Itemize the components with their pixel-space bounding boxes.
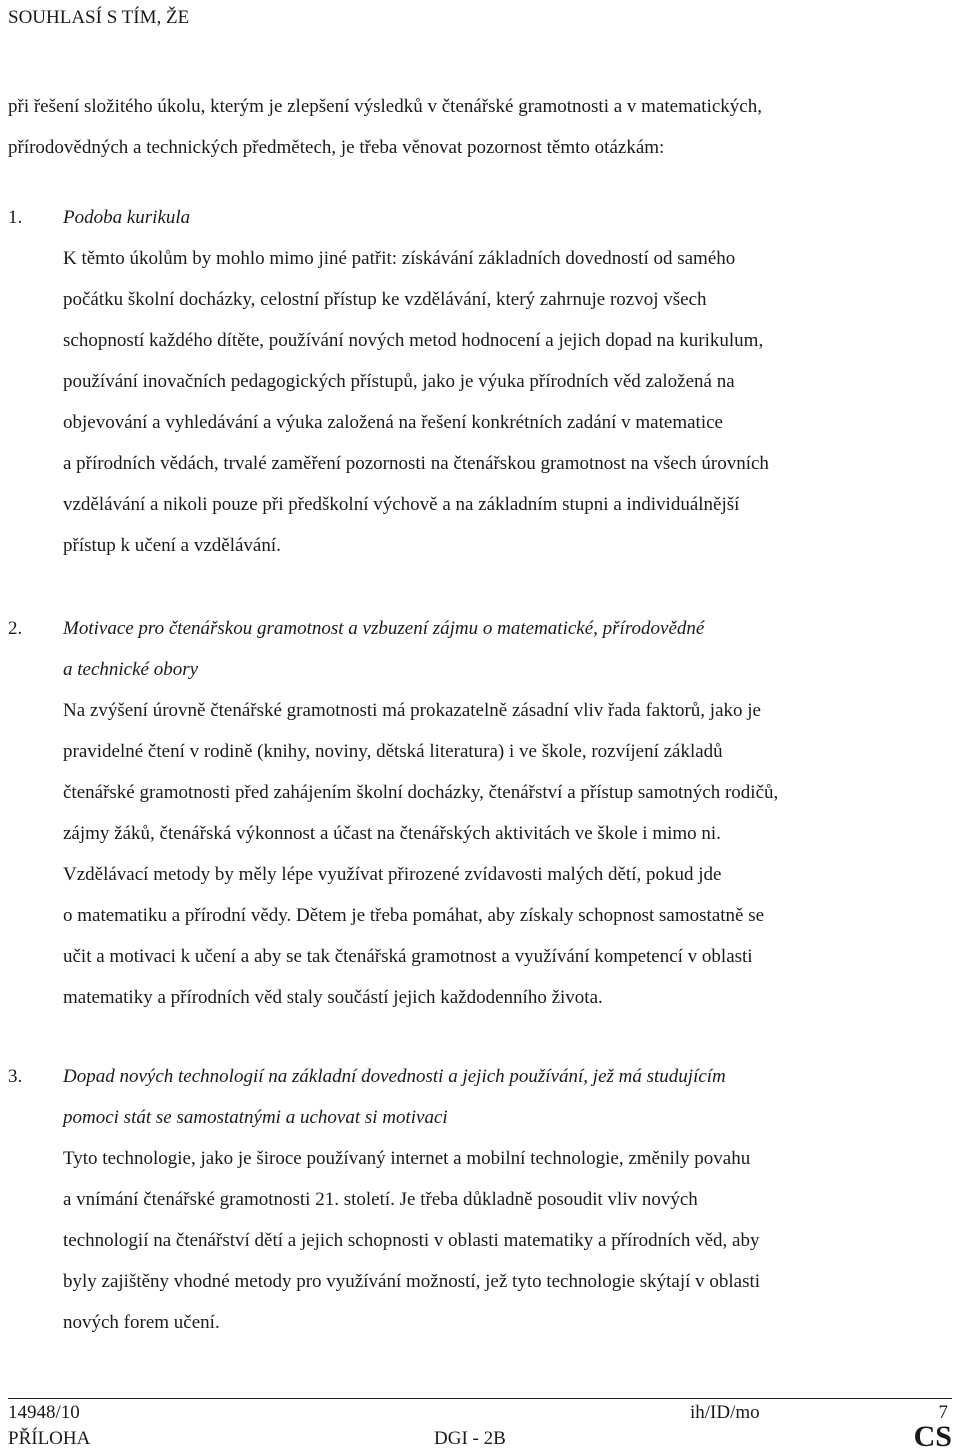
section-heading: a technické obory bbox=[63, 659, 199, 680]
body-line: pravidelné čtení v rodině (knihy, noviny, dětská literatura) i ve škole, rozvíjení základů bbox=[63, 741, 723, 762]
section-heading: Dopad nových technologií na základní dovednosti a jejich používání, jež má studujícím bbox=[63, 1066, 726, 1087]
body-line: zájmy žáků, čtenářská výkonnost a účast na čtenářských aktivitách ve škole i mimo ni. bbox=[63, 823, 721, 844]
section-heading: Motivace pro čtenářskou gramotnost a vzbuzení zájmu o matematické, přírodovědné bbox=[63, 618, 705, 639]
page-number: 7 bbox=[938, 1402, 948, 1423]
section-number: 3. bbox=[8, 1066, 23, 1087]
body-line: počátku školní docházky, celostní přístup ke vzdělávání, který zahrnuje rozvoj všech bbox=[63, 289, 707, 310]
directorate-code: DGI - 2B bbox=[434, 1428, 506, 1449]
body-line: technologií na čtenářství dětí a jejich schopnosti v oblasti matematiky a přírodních věd, aby bbox=[63, 1230, 760, 1251]
body-line: Na zvýšení úrovně čtenářské gramotnosti má prokazatelně zásadní vliv řada faktorů, jako je bbox=[63, 700, 761, 721]
author-initials: ih/ID/mo bbox=[690, 1402, 760, 1423]
body-line: objevování a vyhledávání a výuka založená na řešení konkrétních zadání v matematice bbox=[63, 412, 723, 433]
body-line: Tyto technologie, jako je široce používaný internet a mobilní technologie, změnily povahu bbox=[63, 1148, 751, 1169]
body-line: Vzdělávací metody by měly lépe využívat přirozené zvídavosti malých dětí, pokud jde bbox=[63, 864, 722, 885]
body-line: byly zajištěny vhodné metody pro využívání možností, jež tyto technologie skýtají v oblasti bbox=[63, 1271, 761, 1292]
annex-label: PŘÍLOHA bbox=[8, 1428, 91, 1449]
body-line: nových forem učení. bbox=[63, 1312, 220, 1333]
body-line: přístup k učení a vzdělávání. bbox=[63, 535, 281, 556]
body-line: používání inovačních pedagogických přístupů, jako je výuka přírodních věd založená na bbox=[63, 371, 735, 392]
section-number: 2. bbox=[8, 618, 23, 639]
page-footer bbox=[8, 1398, 952, 1453]
body-line: K těmto úkolům by mohlo mimo jiné patřit: získávání základních dovedností od samého bbox=[63, 248, 736, 269]
language-code: CS bbox=[913, 1420, 952, 1453]
body-line: a přírodních vědách, trvalé zaměření pozornosti na čtenářskou gramotnost na všech úrovních bbox=[63, 453, 769, 474]
body-line: schopností každého dítěte, používání nových metod hodnocení a jejich dopad na kurikulum, bbox=[63, 330, 764, 351]
document-title: SOUHLASÍ S TÍM, ŽE bbox=[8, 7, 190, 28]
body-line: učit a motivaci k učení a aby se tak čtenářská gramotnost a využívání kompetencí v oblasti bbox=[63, 946, 753, 967]
section-number: 1. bbox=[8, 207, 23, 228]
intro-paragraph bbox=[8, 86, 948, 168]
body-line: vzdělávání a nikoli pouze při předškolní výchově a na základním stupni a individuálnější bbox=[63, 494, 740, 515]
body-line: o matematiku a přírodní vědy. Dětem je třeba pomáhat, aby získaly schopnost samostatně se bbox=[63, 905, 765, 926]
section-heading: Podoba kurikula bbox=[63, 207, 191, 228]
section-heading: pomoci stát se samostatnými a uchovat si motivaci bbox=[63, 1107, 448, 1128]
intro-line: při řešení složitého úkolu, kterým je zlepšení výsledků v čtenářské gramotnosti a v matematických, bbox=[8, 96, 762, 117]
intro-line: přírodovědných a technických předmětech, je třeba věnovat pozornost těmto otázkám: bbox=[8, 137, 665, 158]
body-line: čtenářské gramotnosti před zahájením školní docházky, čtenářství a přístup samotných rodičů, bbox=[63, 782, 779, 803]
body-line: matematiky a přírodních věd staly součástí jejich každodenního života. bbox=[63, 987, 603, 1008]
document-number: 14948/10 bbox=[8, 1402, 80, 1423]
body-line: a vnímání čtenářské gramotnosti 21. století. Je třeba důkladně posoudit vliv nových bbox=[63, 1189, 698, 1210]
